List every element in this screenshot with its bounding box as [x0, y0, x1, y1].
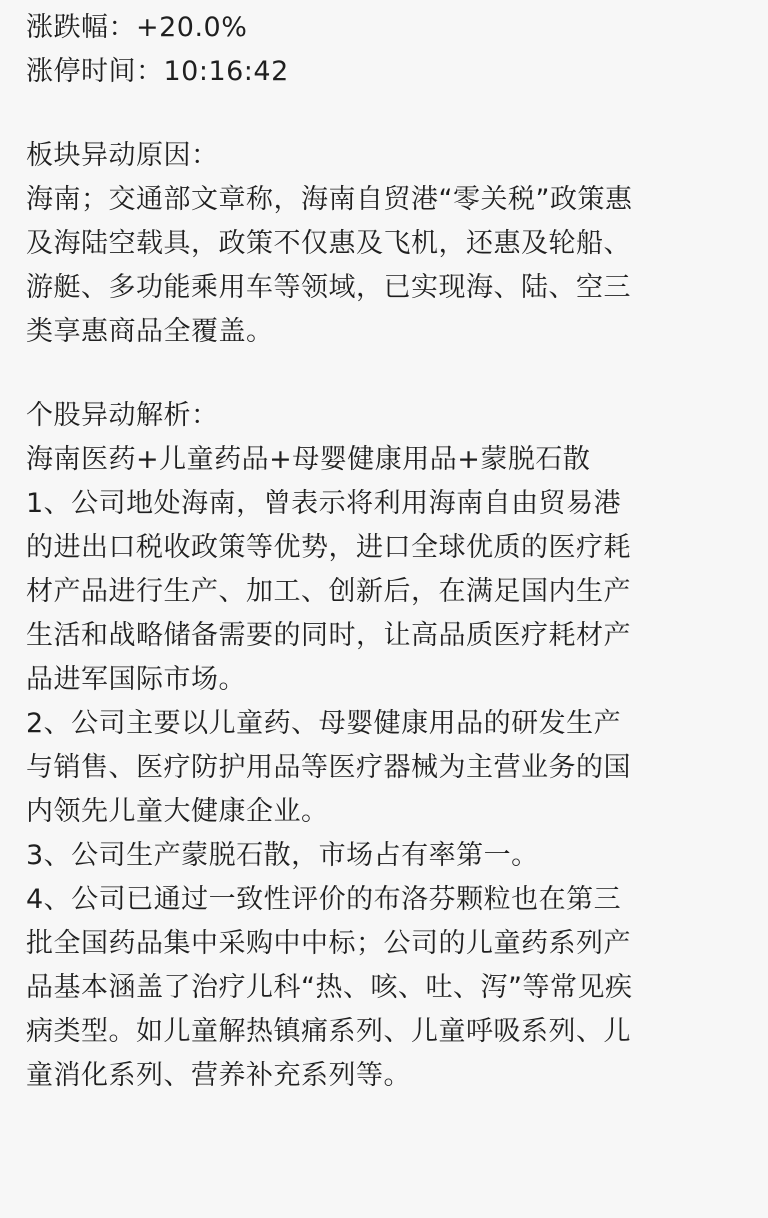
sector-reason-title: 板块异动原因：	[26, 140, 219, 171]
sector-reason-line: 海南；交通部文章称，海南自贸港“零关税”政策惠	[26, 184, 633, 215]
analysis-line: 材产品进行生产、加工、创新后，在满足国内生产	[26, 576, 631, 607]
sector-reason-line: 游艇、多功能乘用车等领域，已实现海、陆、空三	[26, 272, 631, 303]
spacer	[26, 94, 746, 134]
analysis-line: 品进军国际市场。	[26, 664, 246, 695]
analysis-line: 生活和战略储备需要的同时，让高品质医疗耗材产	[26, 620, 631, 651]
analysis-point-2	[26, 702, 746, 834]
analysis-line: 4、公司已通过一致性评价的布洛芬颗粒也在第三	[26, 884, 622, 915]
analysis-line: 品基本涵盖了治疗儿科“热、咳、吐、泻”等常见疾	[26, 972, 633, 1003]
analysis-point-3	[26, 834, 746, 878]
analysis-line: 内领先儿童大健康企业。	[26, 796, 329, 827]
sector-reason-line: 类享惠商品全覆盖。	[26, 316, 274, 347]
analysis-line: 3、公司生产蒙脱石散，市场占有率第一。	[26, 840, 539, 871]
analysis-point-1	[26, 482, 746, 702]
analysis-line: 批全国药品集中采购中中标；公司的儿童药系列产	[26, 928, 631, 959]
analysis-line: 与销售、医疗防护用品等医疗器械为主营业务的国	[26, 752, 631, 783]
analysis-line: 2、公司主要以儿童药、母婴健康用品的研发生产	[26, 708, 622, 739]
sector-reason-line: 及海陆空载具，政策不仅惠及飞机，还惠及轮船、	[26, 228, 631, 259]
spacer	[26, 354, 746, 394]
stock-analysis-title: 个股异动解析：	[26, 400, 219, 431]
limit-up-time-line: 涨停时间：10:16:42	[26, 56, 289, 87]
analysis-line: 1、公司地处海南，曾表示将利用海南自由贸易港	[26, 488, 622, 519]
stock-concept-tags: 海南医药+儿童药品+母婴健康用品+蒙脱石散	[26, 444, 591, 475]
analysis-line: 童消化系列、营养补充系列等。	[26, 1060, 411, 1091]
analysis-point-4	[26, 878, 746, 1098]
analysis-line: 的进出口税收政策等优势，进口全球优质的医疗耗	[26, 532, 631, 563]
sector-reason-paragraph	[26, 178, 746, 354]
price-change-line: 涨跌幅：+20.0%	[26, 12, 248, 43]
analysis-line: 病类型。如儿童解热镇痛系列、儿童呼吸系列、儿	[26, 1016, 631, 1047]
